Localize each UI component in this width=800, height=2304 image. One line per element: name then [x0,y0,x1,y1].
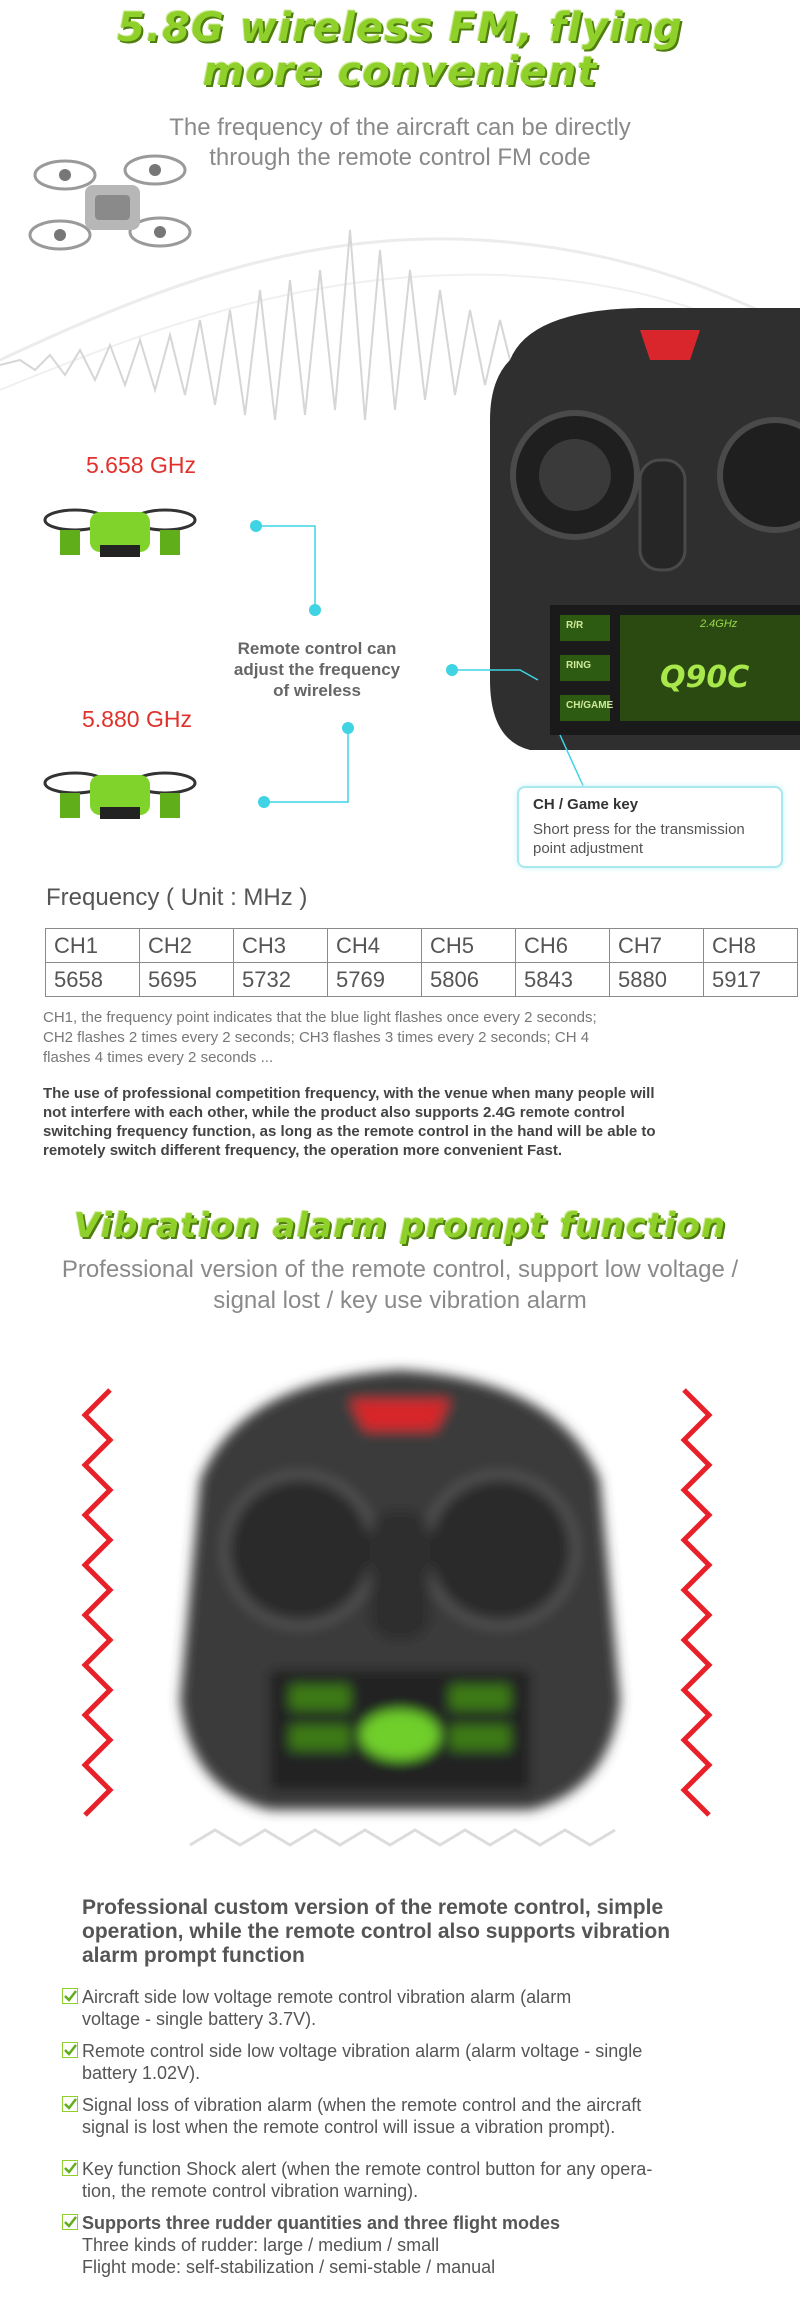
frequency-table [45,928,798,997]
frequency-cell: 5880 [610,963,704,997]
feature-line1: Aircraft side low voltage remote control vibration alarm (alarm [82,1987,572,2007]
ch-game-key-desc-line2: point adjustment [533,840,644,857]
channel-cell: CH2 [140,929,234,963]
feature-line1: Remote control side low voltage vibration alarm (alarm voltage - single [82,2041,643,2061]
flight-modes-item [82,2212,722,2278]
remote-label-band: 2.4GHz [700,618,738,630]
channel-cell: CH4 [328,929,422,963]
ch-game-key-title: CH / Game key [533,796,639,813]
channel-cell: CH5 [422,929,516,963]
vibrating-remote-image [130,1340,670,1870]
frequency-cell: 5658 [46,963,140,997]
rudder-options: Three kinds of rudder: large / medium / small [82,2235,440,2255]
adjust-frequency-line1: Remote control can [237,639,397,658]
frequency-cell: 5806 [422,963,516,997]
vibration-zigzag-left [80,1385,120,1835]
frequency-table-channel-row [46,929,798,963]
frequency-cell: 5843 [516,963,610,997]
channel-cell: CH1 [46,929,140,963]
feature-line2: signal is lost when the remote control will issue a vibration prompt). [82,2117,616,2137]
vibration-intro [82,1896,732,1968]
channel-flash-notes [43,1008,763,1068]
feature-line2: tion, the remote control vibration warning). [82,2181,419,2201]
ch-game-key-callout [517,786,783,868]
channel-cell: CH7 [610,929,704,963]
feature-line2: voltage - single battery 3.7V). [82,2009,317,2029]
frequency-cell: 5695 [140,963,234,997]
grey-drone-image [20,140,200,270]
ch-game-key-desc-line1: Short press for the transmission [533,821,745,838]
frequency-table-value-row [46,963,798,997]
feature-item [82,1986,722,2030]
section2-subtitle-line1: Professional version of the remote control, support low voltage / [61,1256,739,1283]
competition-frequency-note [43,1084,763,1160]
adjust-frequency-line2: adjust the frequency [233,660,401,679]
section1-headline-line2: more convenient [202,49,598,95]
section2-headline: Vibration alarm prompt function [73,1206,727,1246]
vibration-zigzag-right [674,1385,714,1835]
channel-cell: CH3 [234,929,328,963]
feature-item [82,2158,722,2202]
checkbox-checked-icon [62,2096,78,2112]
remote-model-logo: Q90C [660,660,750,695]
flight-modes-title: Supports three rudder quantities and three flight modes [82,2213,561,2233]
feature-line1: Signal loss of vibration alarm (when the remote control and the aircraft [82,2095,642,2115]
frequency-top-label: 5.658 GHz [86,452,196,478]
feature-item [82,2094,722,2138]
remote-label-chgame: CH/GAME [566,700,614,711]
flight-mode-options: Flight mode: self-stabilization / semi-stable / manual [82,2257,496,2277]
vibration-intro-line3: alarm prompt function [82,1944,305,1967]
remote-label-rr: R/R [566,620,584,631]
vibration-intro-line1: Professional custom version of the remote control, simple [82,1896,664,1919]
feature-line1: Key function Shock alert (when the remote control button for any opera- [82,2159,653,2179]
checkbox-checked-icon [62,2042,78,2058]
frequency-cell: 5732 [234,963,328,997]
section2-subtitle-line2: signal lost / key use vibration alarm [213,1287,587,1314]
remote-label-ring: RING [566,660,591,671]
channel-note-line3: flashes 4 times every 2 seconds ... [43,1049,274,1066]
adjust-frequency-callout [222,638,412,701]
vibration-intro-line2: operation, while the remote control also supports vibration [82,1920,671,1943]
frequency-cell: 5769 [328,963,422,997]
checkbox-checked-icon [62,2160,78,2176]
competition-note-line3: switching frequency function, as long as the remote control in the hand will be able to [43,1123,656,1140]
section1-subtitle-line2: through the remote control FM code [209,144,591,171]
feature-line2: battery 1.02V). [82,2063,201,2083]
competition-note-line4: remotely switch different frequency, the operation more convenient Fast. [43,1142,562,1159]
adjust-frequency-line3: of wireless [273,681,361,700]
frequency-table-title: Frequency ( Unit : MHz ) [46,884,308,911]
frequency-bottom-label: 5.880 GHz [82,706,192,732]
channel-note-line2: CH2 flashes 2 times every 2 seconds; CH3 flashes 3 times every 2 seconds; CH 4 [43,1029,590,1046]
channel-cell: CH8 [704,929,798,963]
section1-subtitle-line1: The frequency of the aircraft can be directly [169,114,631,141]
checkbox-checked-icon [62,2214,78,2230]
ch-game-key-description [533,820,745,858]
checkbox-checked-icon [62,1988,78,2004]
feature-item [82,2040,722,2084]
frequency-cell: 5917 [704,963,798,997]
section1-headline-line1: 5.8G wireless FM, flying [117,5,683,51]
channel-note-line1: CH1, the frequency point indicates that the blue light flashes once every 2 seconds; [43,1009,597,1026]
competition-note-line2: not interfere with each other, while the product also supports 2.4G remote control [43,1104,625,1121]
competition-note-line1: The use of professional competition frequency, with the venue when many people will [43,1085,655,1102]
channel-cell: CH6 [516,929,610,963]
